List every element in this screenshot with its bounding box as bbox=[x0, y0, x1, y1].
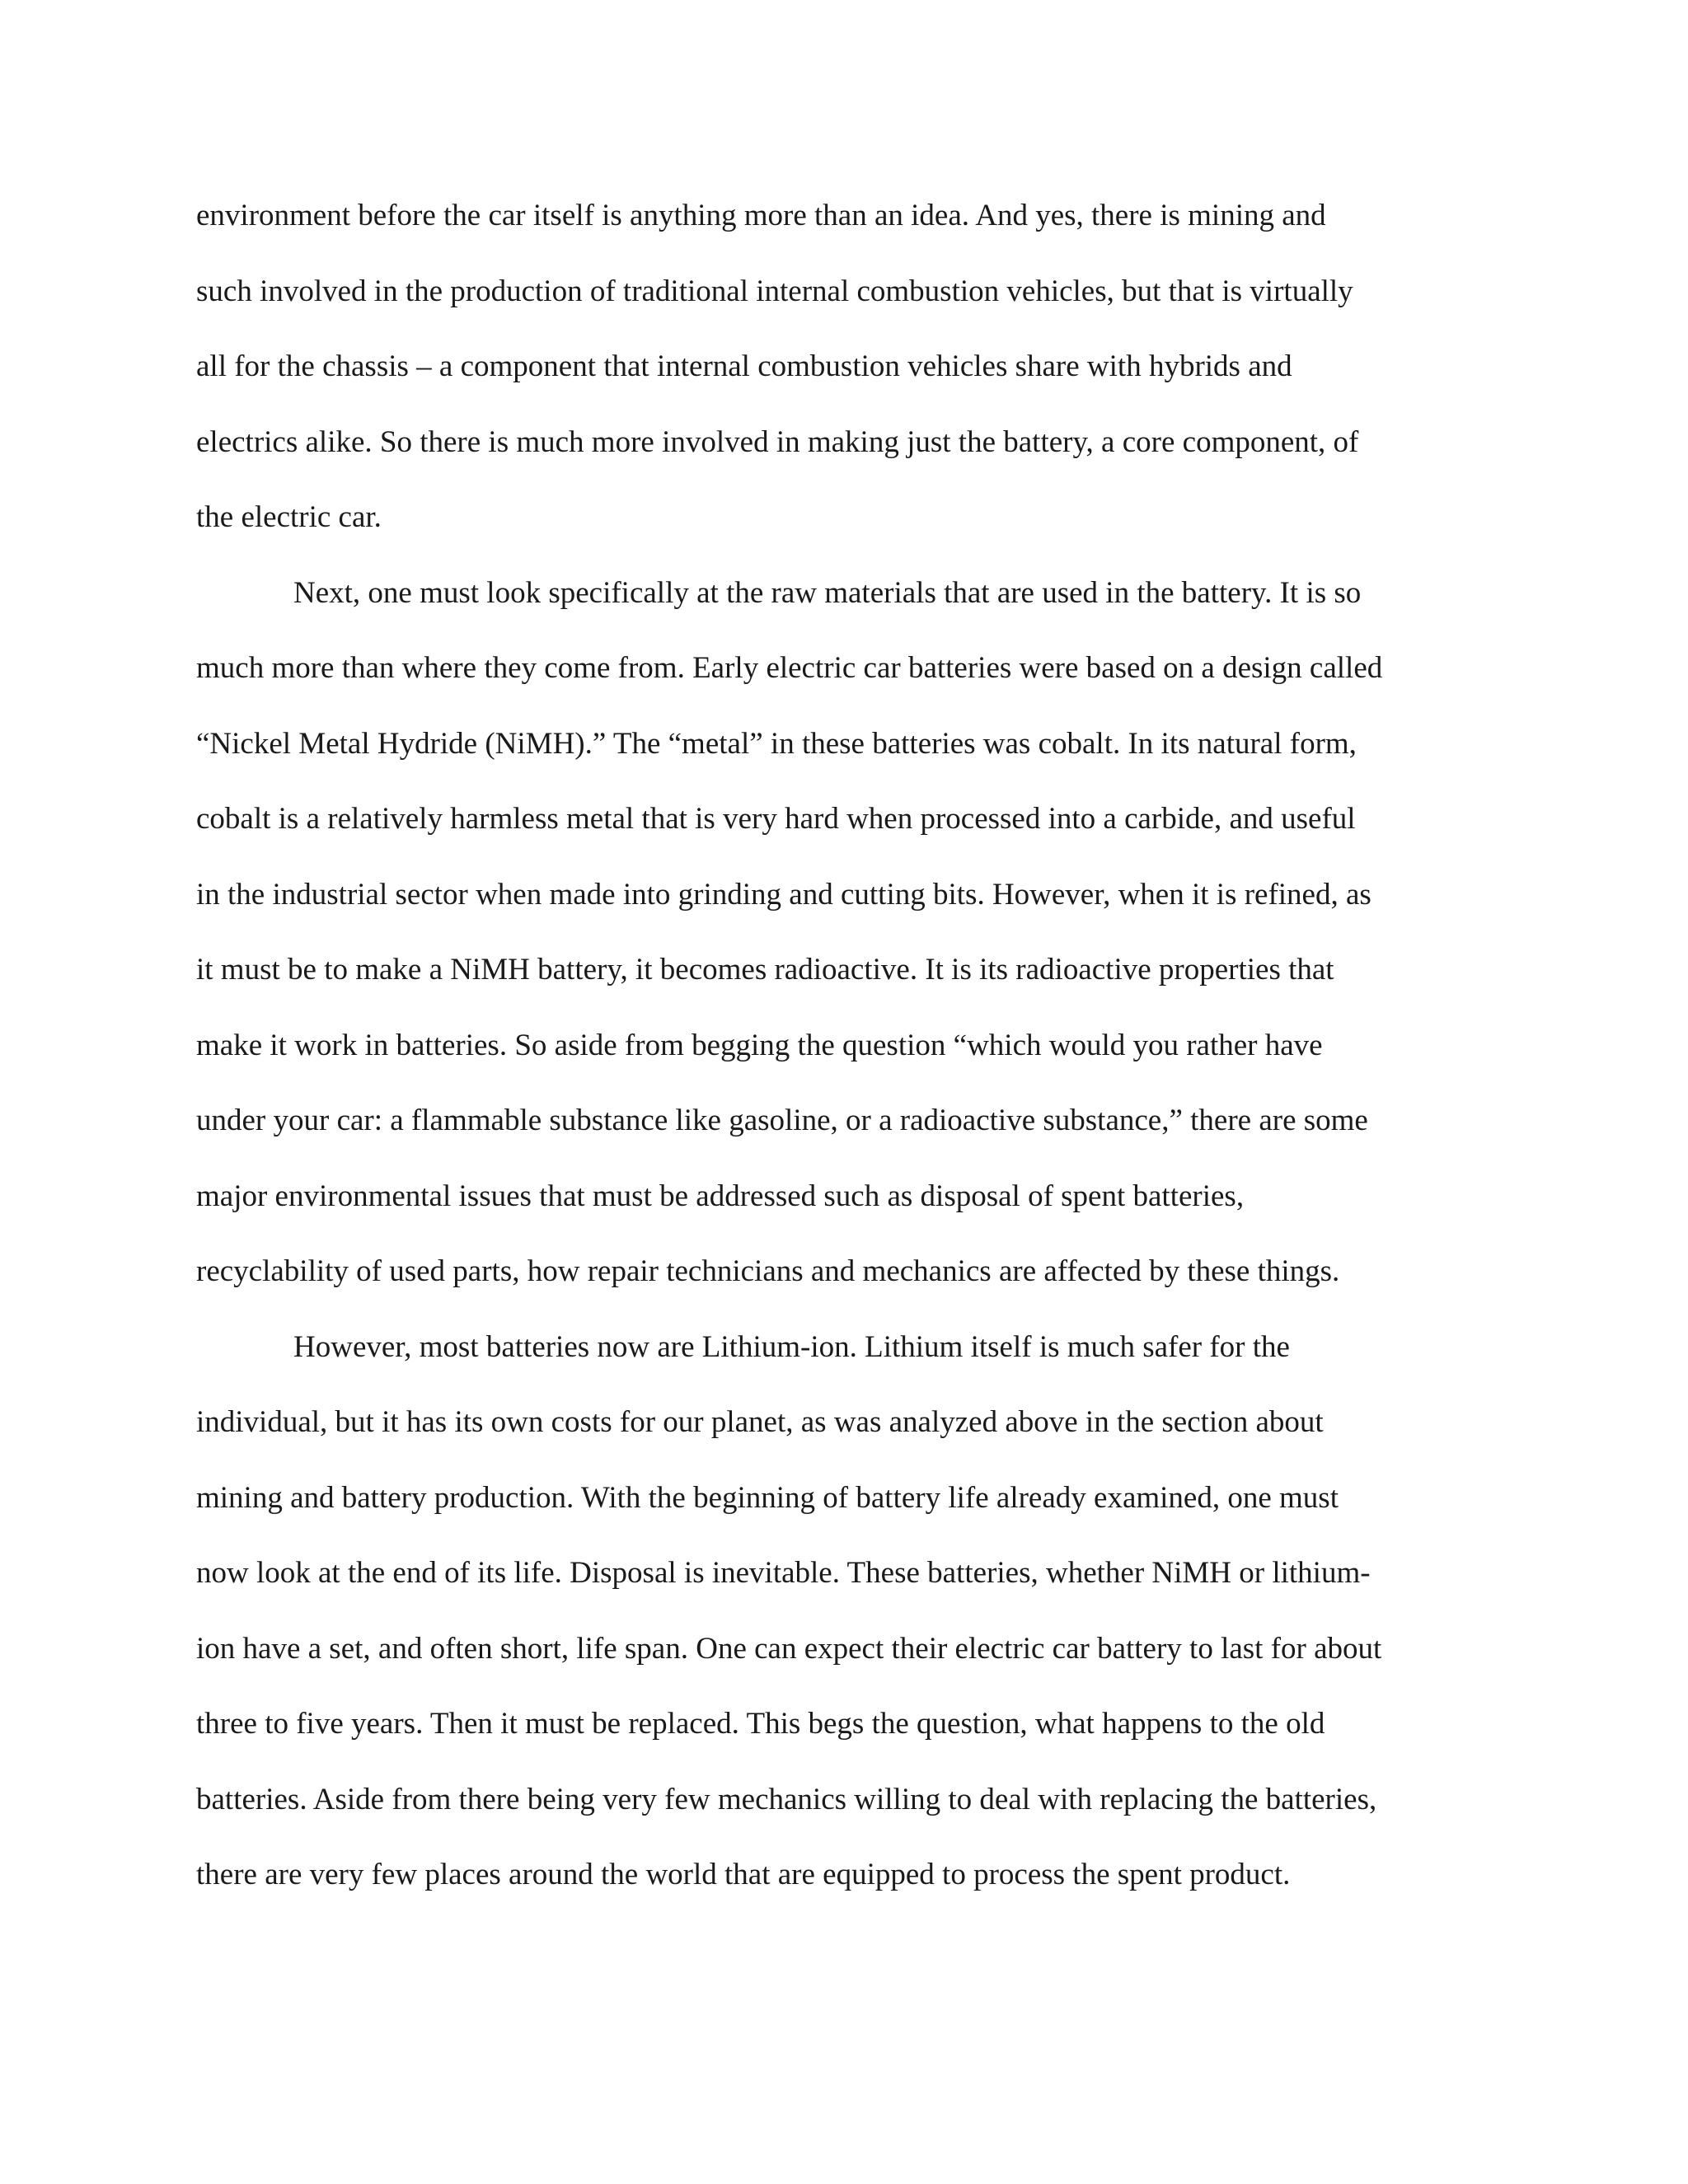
text-line: such involved in the production of traditional internal combustion vehicles, but that is virtually bbox=[196, 274, 1353, 308]
text-line: much more than where they come from. Early electric car batteries were based on a design called bbox=[196, 651, 1383, 685]
text-line: cobalt is a relatively harmless metal that is very hard when processed into a carbide, and useful bbox=[196, 802, 1356, 836]
text-line: it must be to make a NiMH battery, it becomes radioactive. It is its radioactive properties that bbox=[196, 953, 1334, 987]
text-line: ion have a set, and often short, life span. One can expect their electric car battery to last for about bbox=[196, 1631, 1382, 1666]
text-line: all for the chassis – a component that internal combustion vehicles share with hybrids and bbox=[196, 349, 1292, 383]
text-line: in the industrial sector when made into grinding and cutting bits. However, when it is refined, as bbox=[196, 877, 1372, 912]
text-line: recyclability of used parts, how repair technicians and mechanics are affected by these things. bbox=[196, 1254, 1340, 1288]
paragraph-first-line: Next, one must look specifically at the raw materials that are used in the battery. It is so bbox=[293, 575, 1362, 610]
body-text bbox=[196, 190, 1507, 1924]
text-line: three to five years. Then it must be replaced. This begs the question, what happens to the old bbox=[196, 1707, 1325, 1741]
text-line: under your car: a flammable substance like gasoline, or a radioactive substance,” there are some bbox=[196, 1104, 1368, 1137]
text-line: “Nickel Metal Hydride (NiMH).” The “metal” in these batteries was cobalt. In its natural form, bbox=[196, 726, 1357, 761]
text-line: the electric car. bbox=[196, 500, 382, 534]
text-line: make it work in batteries. So aside from begging the question “which would you rather have bbox=[196, 1028, 1323, 1062]
text-line: batteries. Aside from there being very few mechanics willing to deal with replacing the batteries, bbox=[196, 1782, 1377, 1816]
text-line: mining and battery production. With the beginning of battery life already examined, one must bbox=[196, 1480, 1339, 1515]
text-line: environment before the car itself is anything more than an idea. And yes, there is mining and bbox=[196, 199, 1326, 232]
text-line: there are very few places around the world that are equipped to process the spent product. bbox=[196, 1858, 1291, 1891]
paragraph-first-line: However, most batteries now are Lithium-ion. Lithium itself is much safer for the bbox=[293, 1329, 1290, 1364]
text-line: now look at the end of its life. Disposal is inevitable. These batteries, whether NiMH or lithium- bbox=[196, 1556, 1371, 1590]
text-line: individual, but it has its own costs for our planet, as was analyzed above in the section about bbox=[196, 1405, 1324, 1439]
text-line: electrics alike. So there is much more involved in making just the battery, a core component, of bbox=[196, 424, 1359, 459]
text-line: major environmental issues that must be addressed such as disposal of spent batteries, bbox=[196, 1179, 1245, 1213]
